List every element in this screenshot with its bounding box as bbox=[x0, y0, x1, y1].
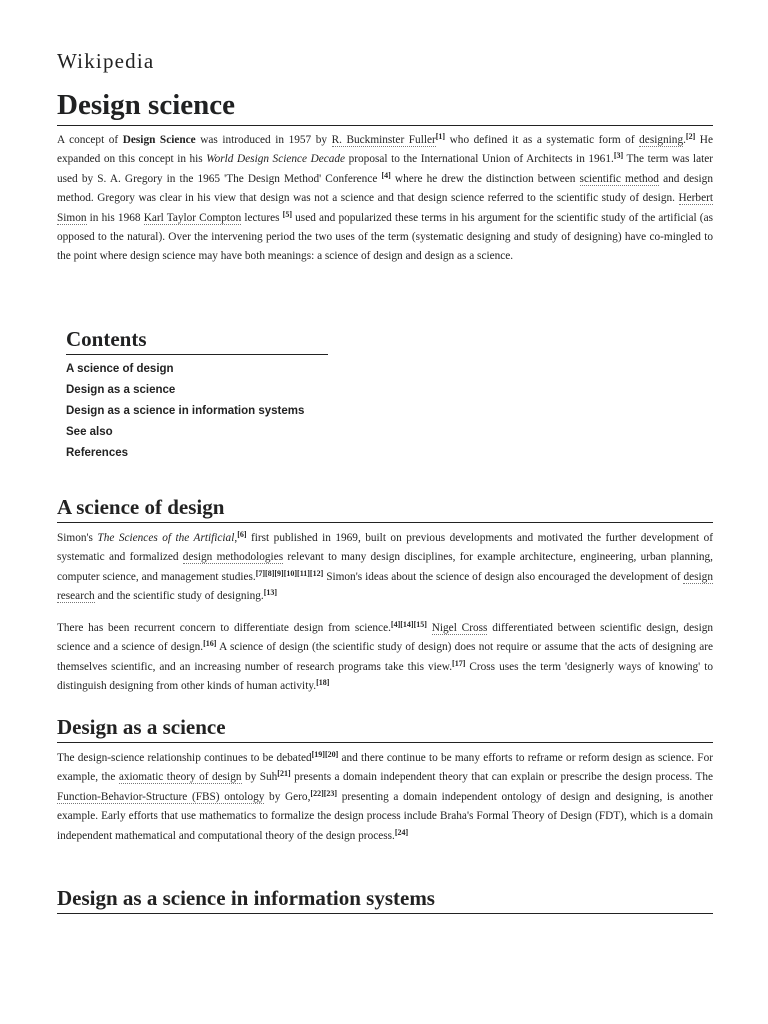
citation-ref[interactable]: [5] bbox=[282, 209, 292, 219]
text-run: and design method. Gregory was clear in his view that design was not a science and that design science referred to the scientific study of design. bbox=[57, 172, 713, 205]
text-run: who defined it as a systematic form of bbox=[445, 134, 640, 146]
text-run: The design-science relationship continues to be debated bbox=[57, 752, 312, 764]
wiki-link[interactable]: axiomatic theory of design bbox=[118, 771, 242, 784]
text-run: Simon's ideas about the science of design also encouraged the development of bbox=[323, 570, 684, 583]
italic-title: The Sciences of the Artificial bbox=[97, 532, 235, 544]
text-run: . bbox=[683, 134, 686, 146]
bold-term: Design Science bbox=[122, 134, 196, 146]
text-run: A concept of bbox=[57, 134, 123, 146]
wiki-link[interactable]: Nigel Cross bbox=[431, 622, 488, 634]
toc-item-info-systems[interactable]: Design as a science in information systems bbox=[66, 405, 305, 417]
text-run: A science of design (the scientific study of design) does not require or assume that the acts of designing are themselves scientific, and an increasing number of research programs take this view. bbox=[57, 641, 714, 673]
text-run: The term was later used by S. A. Gregory in the 1965 'The Design Method' Conference bbox=[57, 153, 713, 185]
toc-title: Contents bbox=[66, 326, 328, 355]
citation-ref[interactable]: [17] bbox=[452, 658, 466, 668]
citation-ref[interactable]: [4] bbox=[381, 170, 391, 180]
citation-ref[interactable]: [2] bbox=[685, 132, 696, 141]
citation-ref[interactable]: [22][23] bbox=[310, 788, 338, 798]
text-run: presenting a domain independent ontology of design and designing, is another example. Early efforts that use mathematics to formalize the design process include Braha's Formal Theory of Design (FDT), which is a domain independent mathematical and computational theory of the design process. bbox=[57, 790, 713, 842]
citation-ref[interactable]: [24] bbox=[394, 827, 409, 837]
wiki-link[interactable]: design methodologies bbox=[182, 551, 284, 564]
text-run: Cross uses the term 'designerly ways of knowing' to distinguish designing from other kinds of human activity. bbox=[57, 660, 713, 693]
text-run: presents a domain independent theory that can explain or prescribe the design process. The bbox=[290, 771, 714, 784]
paragraph-design-as-science bbox=[57, 749, 713, 846]
text-run: used and popularized these terms in his argument for the scientific study of the artificial (as opposed to the natural). Over the intervening period the two uses of the term (systematic designing and study of designing) have co-mingled to the point where design science may have both meanings: a science of design and design as a science. bbox=[57, 211, 713, 263]
text-run: , bbox=[234, 532, 238, 544]
wiki-link[interactable]: R. Buckminster Fuller bbox=[331, 134, 436, 146]
wiki-link[interactable]: design research bbox=[57, 570, 713, 603]
citation-ref[interactable]: [7][8][9][10][11][12] bbox=[255, 568, 324, 578]
wiki-link[interactable]: Function-Behavior-Structure (FBS) ontology bbox=[57, 790, 265, 803]
citation-ref[interactable]: [16] bbox=[203, 639, 217, 649]
citation-ref[interactable]: [4][14][15] bbox=[390, 620, 427, 629]
toc-item-see-also[interactable]: See also bbox=[66, 426, 113, 438]
citation-ref[interactable]: [13] bbox=[263, 588, 278, 598]
text-run: by Suh bbox=[241, 771, 278, 784]
citation-ref[interactable]: [21] bbox=[277, 769, 291, 779]
wiki-link[interactable]: Herbert Simon bbox=[57, 192, 713, 224]
text-run bbox=[427, 622, 432, 634]
text-run: in his 1968 bbox=[86, 211, 144, 224]
text-run: Simon's bbox=[57, 532, 98, 544]
wiki-link[interactable]: Karl Taylor Compton bbox=[143, 211, 242, 224]
toc-item-references[interactable]: References bbox=[66, 447, 129, 459]
wiki-link[interactable]: designing bbox=[639, 134, 684, 146]
paragraph-science-of-design-2 bbox=[57, 619, 713, 697]
citation-ref[interactable]: [18] bbox=[316, 678, 330, 688]
heading-science-of-design: A science of design bbox=[57, 493, 713, 523]
citation-ref[interactable]: [19][20] bbox=[311, 750, 339, 759]
citation-ref[interactable]: [1] bbox=[435, 132, 446, 141]
text-run: first published in 1969, built on previous developments and motivated the further development of systematic and formalized bbox=[57, 532, 713, 564]
table-of-contents bbox=[66, 326, 328, 464]
text-run: lectures bbox=[241, 211, 283, 224]
text-run: by Gero, bbox=[264, 790, 311, 803]
toc-list bbox=[66, 359, 328, 464]
heading-design-as-science: Design as a science bbox=[57, 713, 713, 743]
paragraph-science-of-design-1 bbox=[57, 529, 713, 607]
citation-ref[interactable]: [6] bbox=[237, 530, 247, 539]
text-run: There has been recurrent concern to differentiate design from science. bbox=[57, 622, 391, 634]
page-title: Design science bbox=[57, 86, 713, 126]
text-run: proposal to the International Union of Architects in 1961. bbox=[345, 153, 614, 166]
text-run: and there continue to be many efforts to reframe or reform design as science. For example, the bbox=[57, 752, 713, 784]
toc-item-design-as-science[interactable]: Design as a science bbox=[66, 384, 176, 396]
text-run: and the scientific study of designing. bbox=[94, 590, 264, 603]
heading-info-systems: Design as a science in information systems bbox=[57, 884, 713, 914]
text-run: He expanded on this concept in his bbox=[57, 134, 713, 166]
text-run: relevant to many design disciplines, for example architecture, engineering, urban planning, computer science, and management studies. bbox=[57, 551, 713, 583]
intro-paragraph bbox=[57, 131, 713, 267]
wikipedia-logo[interactable]: Wikipedia bbox=[57, 49, 155, 73]
wiki-link[interactable]: scientific method bbox=[579, 172, 659, 185]
toc-item-science-of-design[interactable]: A science of design bbox=[66, 363, 174, 375]
text-run: where he drew the distinction between bbox=[390, 172, 580, 185]
text-run: was introduced in 1957 by bbox=[195, 134, 332, 146]
citation-ref[interactable]: [3] bbox=[613, 151, 624, 161]
text-run: differentiated between scientific design, design science and a science of design. bbox=[57, 622, 713, 654]
italic-title: World Design Science Decade bbox=[206, 153, 346, 166]
